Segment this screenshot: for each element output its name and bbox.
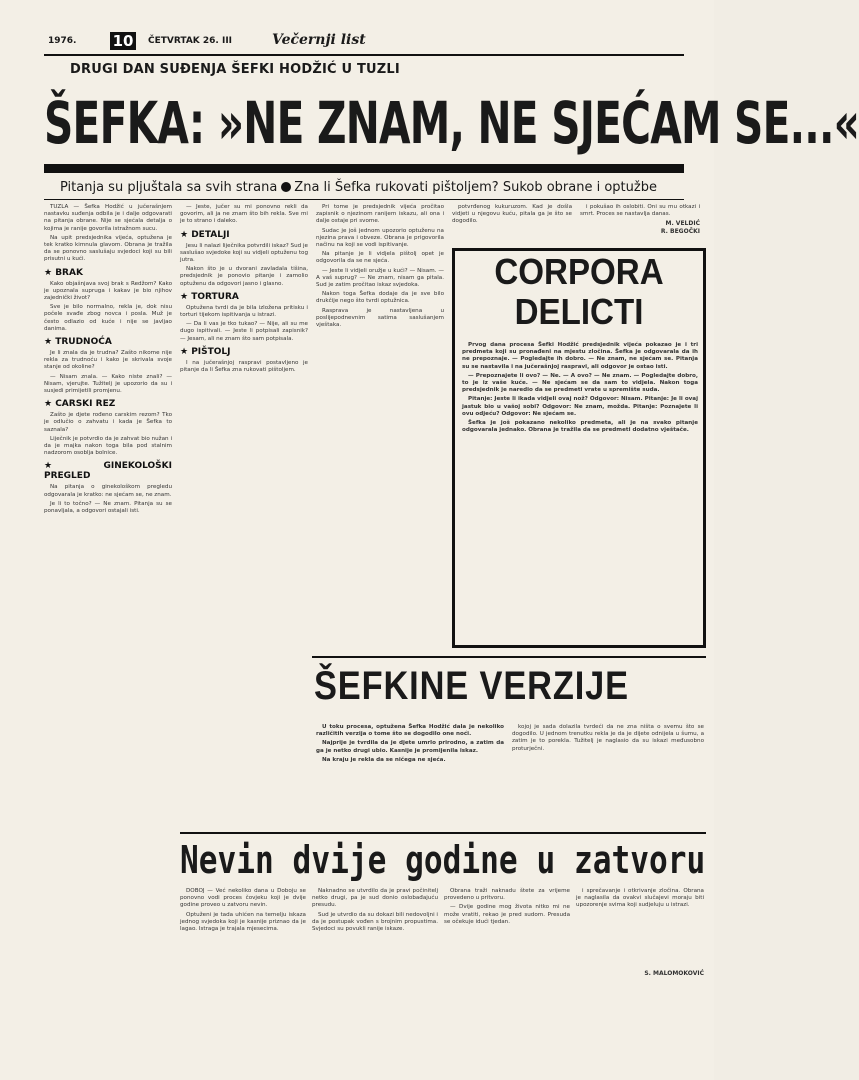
signature-top: M. VELDIĆ R. BEGOČKI [660,220,700,236]
section-brak: ★ BRAK [44,267,83,278]
subhead-part2: Zna li Šefka rukovati pištoljem? Sukob obrane i optužbe [294,180,657,195]
box-title [466,252,692,332]
masthead-rule [44,54,684,56]
col1-ginekoloski: Na pitanja o ginekološkom pregledu odgovarala je kratko: ne sjećam se, ne znam. [44,484,172,498]
col1-filler: Na upit predsjednika vijeća, optužena je tek kratko kimnula glavom. Obrana je tražila da se ponovno saslušaju svjedoci koji su bili prisutni u kući. [44,234,172,263]
nevin-c: Obrana traži naknadu štete za vrijeme provedeno u pritvoru. [444,888,570,902]
page-number: 10 [110,32,136,50]
verzije-a: U toku procesa, optužena Šefka Hodžić dala je nekoliko različitih verzija o tome što se dogodilo one noći. [316,724,504,738]
col1-trudnoca: Je li znala da je trudna? Zašto nikome nije rekla za trudnoću i kako je skrivala svoje stanje od okoline? [44,350,172,371]
section-detalji: ★ DETALJI [180,229,230,240]
verzije-b: Najprije je tvrdila da je djete umrlo prirodno, a zatim da ga je netko drugi ubio. Kasnije je promijenila iskaz. [316,740,504,754]
col1-intro: TUZLA — Šefka Hodžić u jučerašnjem nastavku suđenja odbila je i dalje odgovarati na pitanja obrane. Nije se sjećala detalja o kojima je ranije govorila istražnom sucu. [44,204,172,232]
col1-brak: Kako objašnjava svoj brak s Redžom? Kako je upoznala supruga i kakav je bio njihov zajednički život? [44,280,172,302]
headline: ŠEFKA: »NE ZNAM, NE SJEĆAM SE...« [44,89,859,157]
paper-name: Večernji list [272,32,366,48]
col1-filler-5: Je li to točno? — Ne znam. Pitanja su se ponavljala, a odgovori ostajali isti. [44,500,172,515]
column-1 [44,204,172,1064]
verzije-rule-bottom [180,832,706,834]
bullet-icon [281,182,291,192]
box-filler-2: Pitanje: Jeste li ikada vidjeli ovaj nož? Odgovor: Nisam. Pitanje: Je li ovaj jastuk bio u vašoj sobi? Odgovor: Ne znam, možda. Pitanje: Poznajete li ovu odjeću? Odgovor: Ne sjećam se. [462,396,698,417]
headline-rule [44,164,684,173]
section-trudnoca: ★ TRUDNOĆA [44,337,112,348]
verzije-rule-top [312,656,706,658]
box-filler: — Prepoznajete li ovo? — Ne. — A ovo? — Ne znam. — Pogledajte dobro, to je iz vaše kuće. — Ne sjećam se da sam to vidjela. Nakon toga predsjednik je naredio da se predmeti vrate u spremište suda. [462,372,698,394]
col1-carski-rez: Zašto je djete rođeno carskim rezom? Tko je odlučio o zahvatu i kada je Šefka to saznala? [44,412,172,433]
col2-pistolj: I na jučerašnjoj raspravi postavljeno je pitanje da li Šefka zna rukovati pištoljem. [180,359,308,374]
verzije-c: Na kraju je rekla da se ničega ne sjeća. [322,756,446,763]
nevin-filler-2: Sud je utvrdio da su dokazi bili nedovoljni i da je postupak vođen s brojnim propustima. Svjedoci su povukli ranije iskaze. [312,911,438,933]
subhead-rule [44,199,684,200]
box-text: Prvog dana procesa Šefki Hodžić predsjednik vijeća pokazao je i tri predmeta koji su pronađeni na mjestu zločina. Šefka je odgovarala da ih ne prepoznaje. — Pogledajte ih dobro. — Ne znam, ne sjećam se. Pitanja su se nastavila i na jučerašnjoj raspravi, ali odgovor je ostao isti. [462,342,698,370]
col2-detalji: Jesu li nalazi liječnika potvrdili iskaz? Sud je saslušao svjedoke koji su vidjeli optuženu tog jutra. [180,242,308,264]
column-4-top [452,204,572,244]
nevin-filler-3: — Dvije godine mog života nitko mi ne može vratiti, rekao je pred sudom. Presuda se očekuje idući tjedan. [444,904,570,925]
col3-c: Nakon toga Šefka dodaje da je sve bilo drukčije nego što tvrdi optužnica. [316,291,444,305]
subhead-part1: Pitanja su pljuštala sa svih strana [60,180,278,195]
subhead [60,180,657,195]
verzije-col-1 [316,724,504,824]
box-body [462,342,698,640]
verzije-title: ŠEFKINE VERZIJE [314,664,629,708]
column-5-top [580,204,700,244]
section-carski-rez: ★ CARSKI REZ [44,399,116,410]
column-3 [316,204,444,644]
section-ginekoloski: ★ GINEKOLOŠKI PREGLED [44,461,172,482]
nevin-b: Naknadno se utvrdilo da je pravi počinitelj netko drugi, pa je sud donio oslobađajuću presudu. [312,888,438,909]
nevin-col-4 [576,888,704,1068]
nevin-title: Nevin dvije godine u zatvoru [180,838,706,882]
masthead [40,30,680,52]
nevin-a: DOBOJ — Već nekoliko dana u Doboju se ponovno vodi proces čovjeku koji je dvije godine proveo u zatvoru nevin. [180,888,306,909]
col3-filler-2: — Jeste li vidjeli oružje u kući? — Nisam. — A vaš suprug? — Ne znam, nisam ga pitala. Sud je zatim pročitao iskaz svjedoka. [316,267,444,289]
box-title-line1: CORPORA [494,251,664,292]
nevin-col-3 [444,888,570,1068]
verzije-col-2 [512,724,704,824]
nevin-filler: Optuženi je tada uhićen na temelju iskaza jednog svjedoka koji je kasnije priznao da je lagao. Istraga je trajala mjesecima. [180,911,306,933]
col3-a: Pri tome je predsjednik vijeća pročitao zapisnik o njezinom ranijem iskazu, ali ona i dalje ostaje pri svome. [316,204,444,225]
column-2 [180,204,308,829]
kicker: DRUGI DAN SUĐENJA ŠEFKI HODŽIĆ U TUZLI [70,62,400,77]
col2-filler: Nakon što je u dvorani zavladala tišina, predsjednik je ponovio pitanje i zamolio optuženu da odgovori jasno i glasno. [180,266,308,287]
col4-a: potvrđenog kukuruzom. Kad je došla vidjeti u njegovu kuću, pitala ga je što se dogodilo. [452,204,572,225]
nevin-col-1 [180,888,306,1068]
masthead-date: ČETVRTAK 26. III [148,36,233,46]
section-tortura: ★ TORTURA [180,291,239,302]
col3-b: Na pitanje je li vidjela pištolj opet je odgovorila da se ne sjeća. [316,251,444,265]
masthead-year: 1976. [48,36,77,46]
col1-filler-4: Liječnik je potvrdio da je zahvat bio nužan i da je majka nakon toga bila pod stalnim nadzorom osoblja bolnice. [44,435,172,457]
col1-filler-2: Sve je bilo normalno, rekla je, dok nisu počele svađe zbog novca i posla. Muž je često odlazio od kuće i nije se javljao danima. [44,304,172,332]
box-title-line2: DELICTI [514,291,644,332]
col2-tortura: Optužena tvrdi da je bila izložena pritisku i torturi tijekom ispitivanja u istrazi. [180,304,308,319]
signature-bottom: S. MALOMOKOVIĆ [644,969,704,977]
box-filler-3: Šefka je još pokazano nekoliko predmeta, ali je na svako pitanje odgovarala jednako. Obrana je tražila da se predmeti dodatno vještače. [462,420,698,434]
col3-filler: Sudac je još jednom upozorio optuženu na njezina prava i obveze. Obrana je prigovorila načinu na koji se vodi ispitivanje. [316,227,444,249]
section-pistolj: ★ PIŠTOLJ [180,346,231,357]
col2-intro: — Jeste, jučer su mi ponovno rekli da govorim, ali ja ne znam što bih rekla. Sve mi je to strano i daleko. [180,204,308,225]
col3-filler-3: Rasprava je nastavljena u poslijepodnevnim satima saslušanjem vještaka. [316,307,444,329]
nevin-col-2 [312,888,438,1068]
verzije-filler: kojoj je sada dolazila tvrdeći da ne zna ništa o svemu što se dogodilo. U jednom trenutku rekla je da je dijete odnijela u šumu, a zatim je to porekla. Tužitelj je naglasio da su iskazi međusobno proturječni. [512,724,704,752]
nevin-filler-4: i sprečavanje i otkrivanje zločina. Obrana je naglasila da ovakvi slučajevi moraju biti upozorenje svima koji sudjeluju u istrazi. [576,888,704,909]
col5-filler: i pokušao ih oslobiti. Oni su mu otkazi i smrt. Proces se nastavlja danas. [580,204,700,218]
col1-filler-3: — Nisam znala. — Kako niste znali? — Nisam, vjerujte. Tužitelj je upozorio da su i susjedi primijetili promjenu. [44,373,172,395]
col2-filler-2: — Da li vas je tko tukao? — Nije, ali su me dugo ispitivali. — Jeste li potpisali zapisnik? — Jesam, ali ne znam što sam potpisala. [180,321,308,342]
